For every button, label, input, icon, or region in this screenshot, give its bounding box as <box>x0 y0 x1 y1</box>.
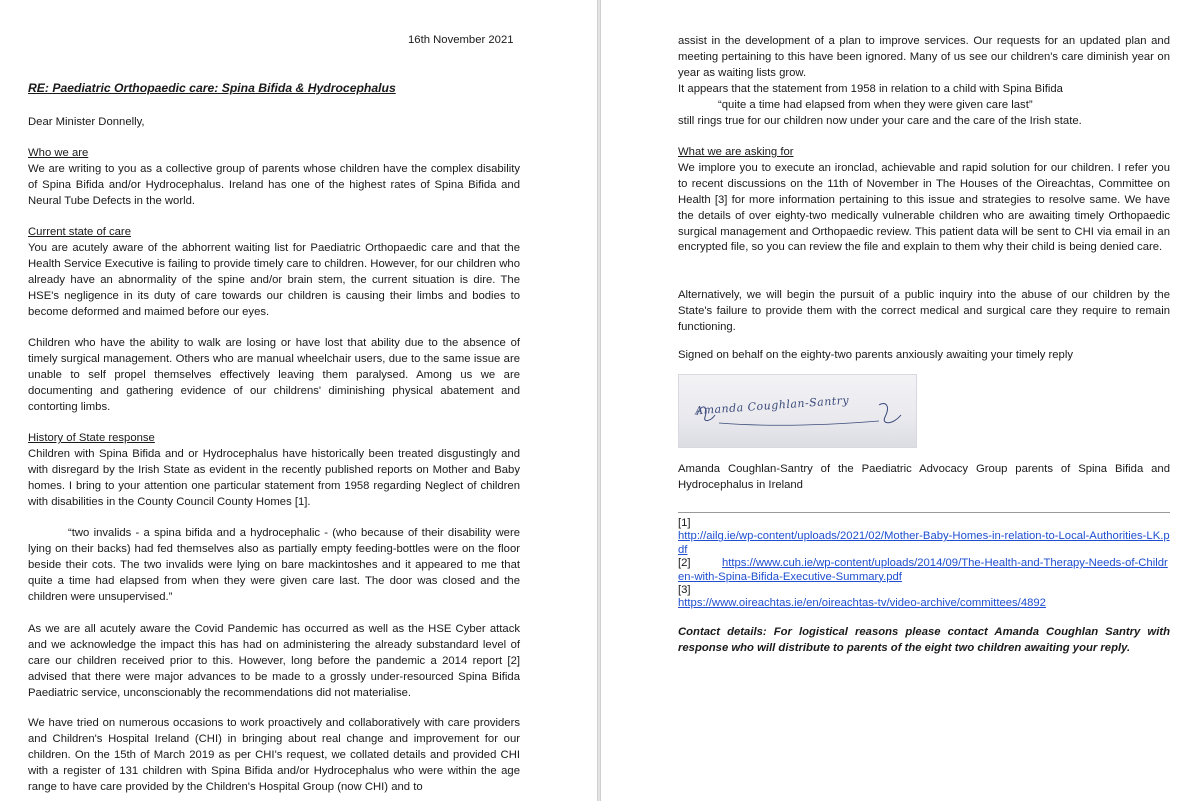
heading-who-we-are: Who we are <box>28 147 89 159</box>
section-current-state <box>28 225 520 320</box>
document-page-left <box>0 0 597 801</box>
document-page-right <box>601 0 1200 801</box>
salutation <box>28 115 520 131</box>
ref-number-2-text: [2] <box>678 557 691 570</box>
paragraph-assist: assist in the development of a plan to improve services. Our requests for an updated plan and meeting pertaining to this have been ignored. Many of us see our children's care diminish year on year as waiting lists grow. <box>678 35 1170 79</box>
heading-current-state: Current state of care <box>28 226 131 238</box>
paragraph-walking-ability: Children who have the ability to walk are losing or have lost that ability due to the absence of timely surgical management. Others who are manual wheelchair users, due to the same issue are unable to self propel themselves effectively leaving them paralysed. Among us we are documenting and gathering evidence of our childrens' diminishing physical abatement and contorting limbs. <box>28 337 520 413</box>
contact-details: Contact details: For logistical reasons please contact Amanda Coughlan Santry with response who will distribute to parents of the eight two children awaiting your reply. <box>678 626 1170 654</box>
footnote-references <box>678 517 1170 611</box>
paragraph-appears: It appears that the statement from 1958 in relation to a child with Spina Bifida <box>678 82 1063 95</box>
paragraph-still-rings: still rings true for our children now under your care and the care of the Irish state. <box>678 114 1082 127</box>
paragraph-history: Children with Spina Bifida and or Hydrocephalus have historically been treated disgustingly and with disregard by the Irish State as evident in the recently published reports on Mother and Baby homes. I bring to your attention one particular statement from 1958 regarding Neglect of children with disabilities in the County Council County Homes [1]. <box>28 447 520 508</box>
signed-line: Signed on behalf on the eighty-two parents anxiously awaiting your timely reply <box>678 349 1073 361</box>
section-signatory <box>678 462 1170 494</box>
ref-link-2[interactable]: https://www.cuh.ie/wp-content/uploads/2014/09/The-Health-and-Therapy-Needs-of-Children-with-Spina-Bifida-Executive-Summary.pdf <box>678 557 1168 583</box>
paragraph-alternative: Alternatively, we will begin the pursuit of a public inquiry into the abuse of our children by the State's failure to provide them with the correct medical and surgical care they require to remain functioning. <box>678 289 1170 333</box>
ref-link-3[interactable]: https://www.oireachtas.ie/en/oireachtas-tv/video-archive/committees/4892 <box>678 597 1046 610</box>
signature-image <box>678 374 917 448</box>
paragraph-current-state: You are acutely aware of the abhorrent waiting list for Paediatric Orthopaedic care and that the Health Service Executive is failing to provide timely care to children. However, for our children who already have an abnormality of the spine and/or brain stem, the current situation is dire. The HSE's negligence in its duty of care towards our children is causing their limbs and bodies to become deformed and maimed before our eyes. <box>28 241 520 318</box>
paragraph-who-we-are: We are writing to you as a collective group of parents whose children have the complex disability of Spina Bifida and/or Hydrocephalus. Ireland has one of the highest rates of Spina Bifida and Neural Tube Defects in the world. <box>28 162 520 207</box>
letter-date: 16th November 2021 <box>408 34 514 46</box>
paragraph-quote-1958: “two invalids - a spina bifida and a hydrocephalic - (who because of their disability were lying on their backs) had fed themselves also as partially empty feeding-bottles were on the floor beside their cots. The two invalids were lying on bare mackintoshes and it appeared to me that quite a time had elapsed from when they were given care last. The door was closed and the children were unsupervised.” <box>28 527 520 603</box>
section-walk <box>28 336 520 416</box>
section-who-we-are <box>28 146 520 210</box>
section-quote <box>28 526 520 606</box>
signature-text: Amanda Coughlan-Santry <box>694 393 850 418</box>
signatory-line: Amanda Coughlan-Santry of the Paediatric Advocacy Group parents of Spina Bifida and Hydrocephalus in Ireland <box>678 463 1170 491</box>
ref-number-2 <box>678 557 1170 584</box>
ref-link-1[interactable]: http://ailg.ie/wp-content/uploads/2021/02/Mother-Baby-Homes-in-relation-to-Local-Authorities-LK.pdf <box>678 530 1170 556</box>
section-assist <box>678 34 1170 129</box>
subject-line: RE: Paediatric Orthopaedic care: Spina Bifida & Hydrocephalus <box>28 81 396 95</box>
section-signed <box>678 348 1170 364</box>
heading-asking: What we are asking for <box>678 146 794 158</box>
paragraph-asking: We implore you to execute an ironclad, achievable and rapid solution for our children. I refer you to recent discussions on the 11th of November in The Houses of the Oireachtas, Committee on Health [3] for more information pertaining to this issue and strategies to resolve same. We have the details of over eighty-two medically vulnerable children who are awaiting timely Orthopaedic surgical management and Orthopaedic review. This patient data will be sent to CHI via email in an encrypted file, so you can review the file and explain to them why their child is being denied care. <box>678 161 1170 254</box>
paragraph-collaboration: We have tried on numerous occasions to work proactively and collaboratively with care providers and Children's Hospital Ireland (CHI) in bringing about real change and improvement for our children. On the 15th of March 2019 as per CHI's request, we collated details and provided CHI with a register of 131 children with Spina Bifida and/or Hydrocephalus who were within the age range to have care provided by the Children's Hospital Group (now CHI) and to <box>28 717 520 793</box>
ref-number-3: [3] <box>678 584 691 597</box>
section-asking <box>678 145 1170 256</box>
ref-number-1: [1] <box>678 517 691 529</box>
heading-history: History of State response <box>28 432 155 444</box>
quote-line: “quite a time had elapsed from when they were given care last” <box>718 98 1033 111</box>
footnote-divider <box>678 512 1170 513</box>
salutation-text: Dear Minister Donnelly, <box>28 116 145 128</box>
section-alternative <box>678 288 1170 336</box>
section-tried <box>28 716 520 796</box>
section-covid <box>28 622 520 702</box>
paragraph-covid: As we are all acutely aware the Covid Pandemic has occurred as well as the HSE Cyber attack and we acknowledge the impact this has had on administering the already substandard level of care our children received prior to this. However, long before the pandemic a 2014 report [2] advised that there were major advances to be made to a grossly under-resourced Spina Bifida Paediatric service, unconscionably the recommendations did not materialise. <box>28 623 520 699</box>
section-history <box>28 431 520 511</box>
